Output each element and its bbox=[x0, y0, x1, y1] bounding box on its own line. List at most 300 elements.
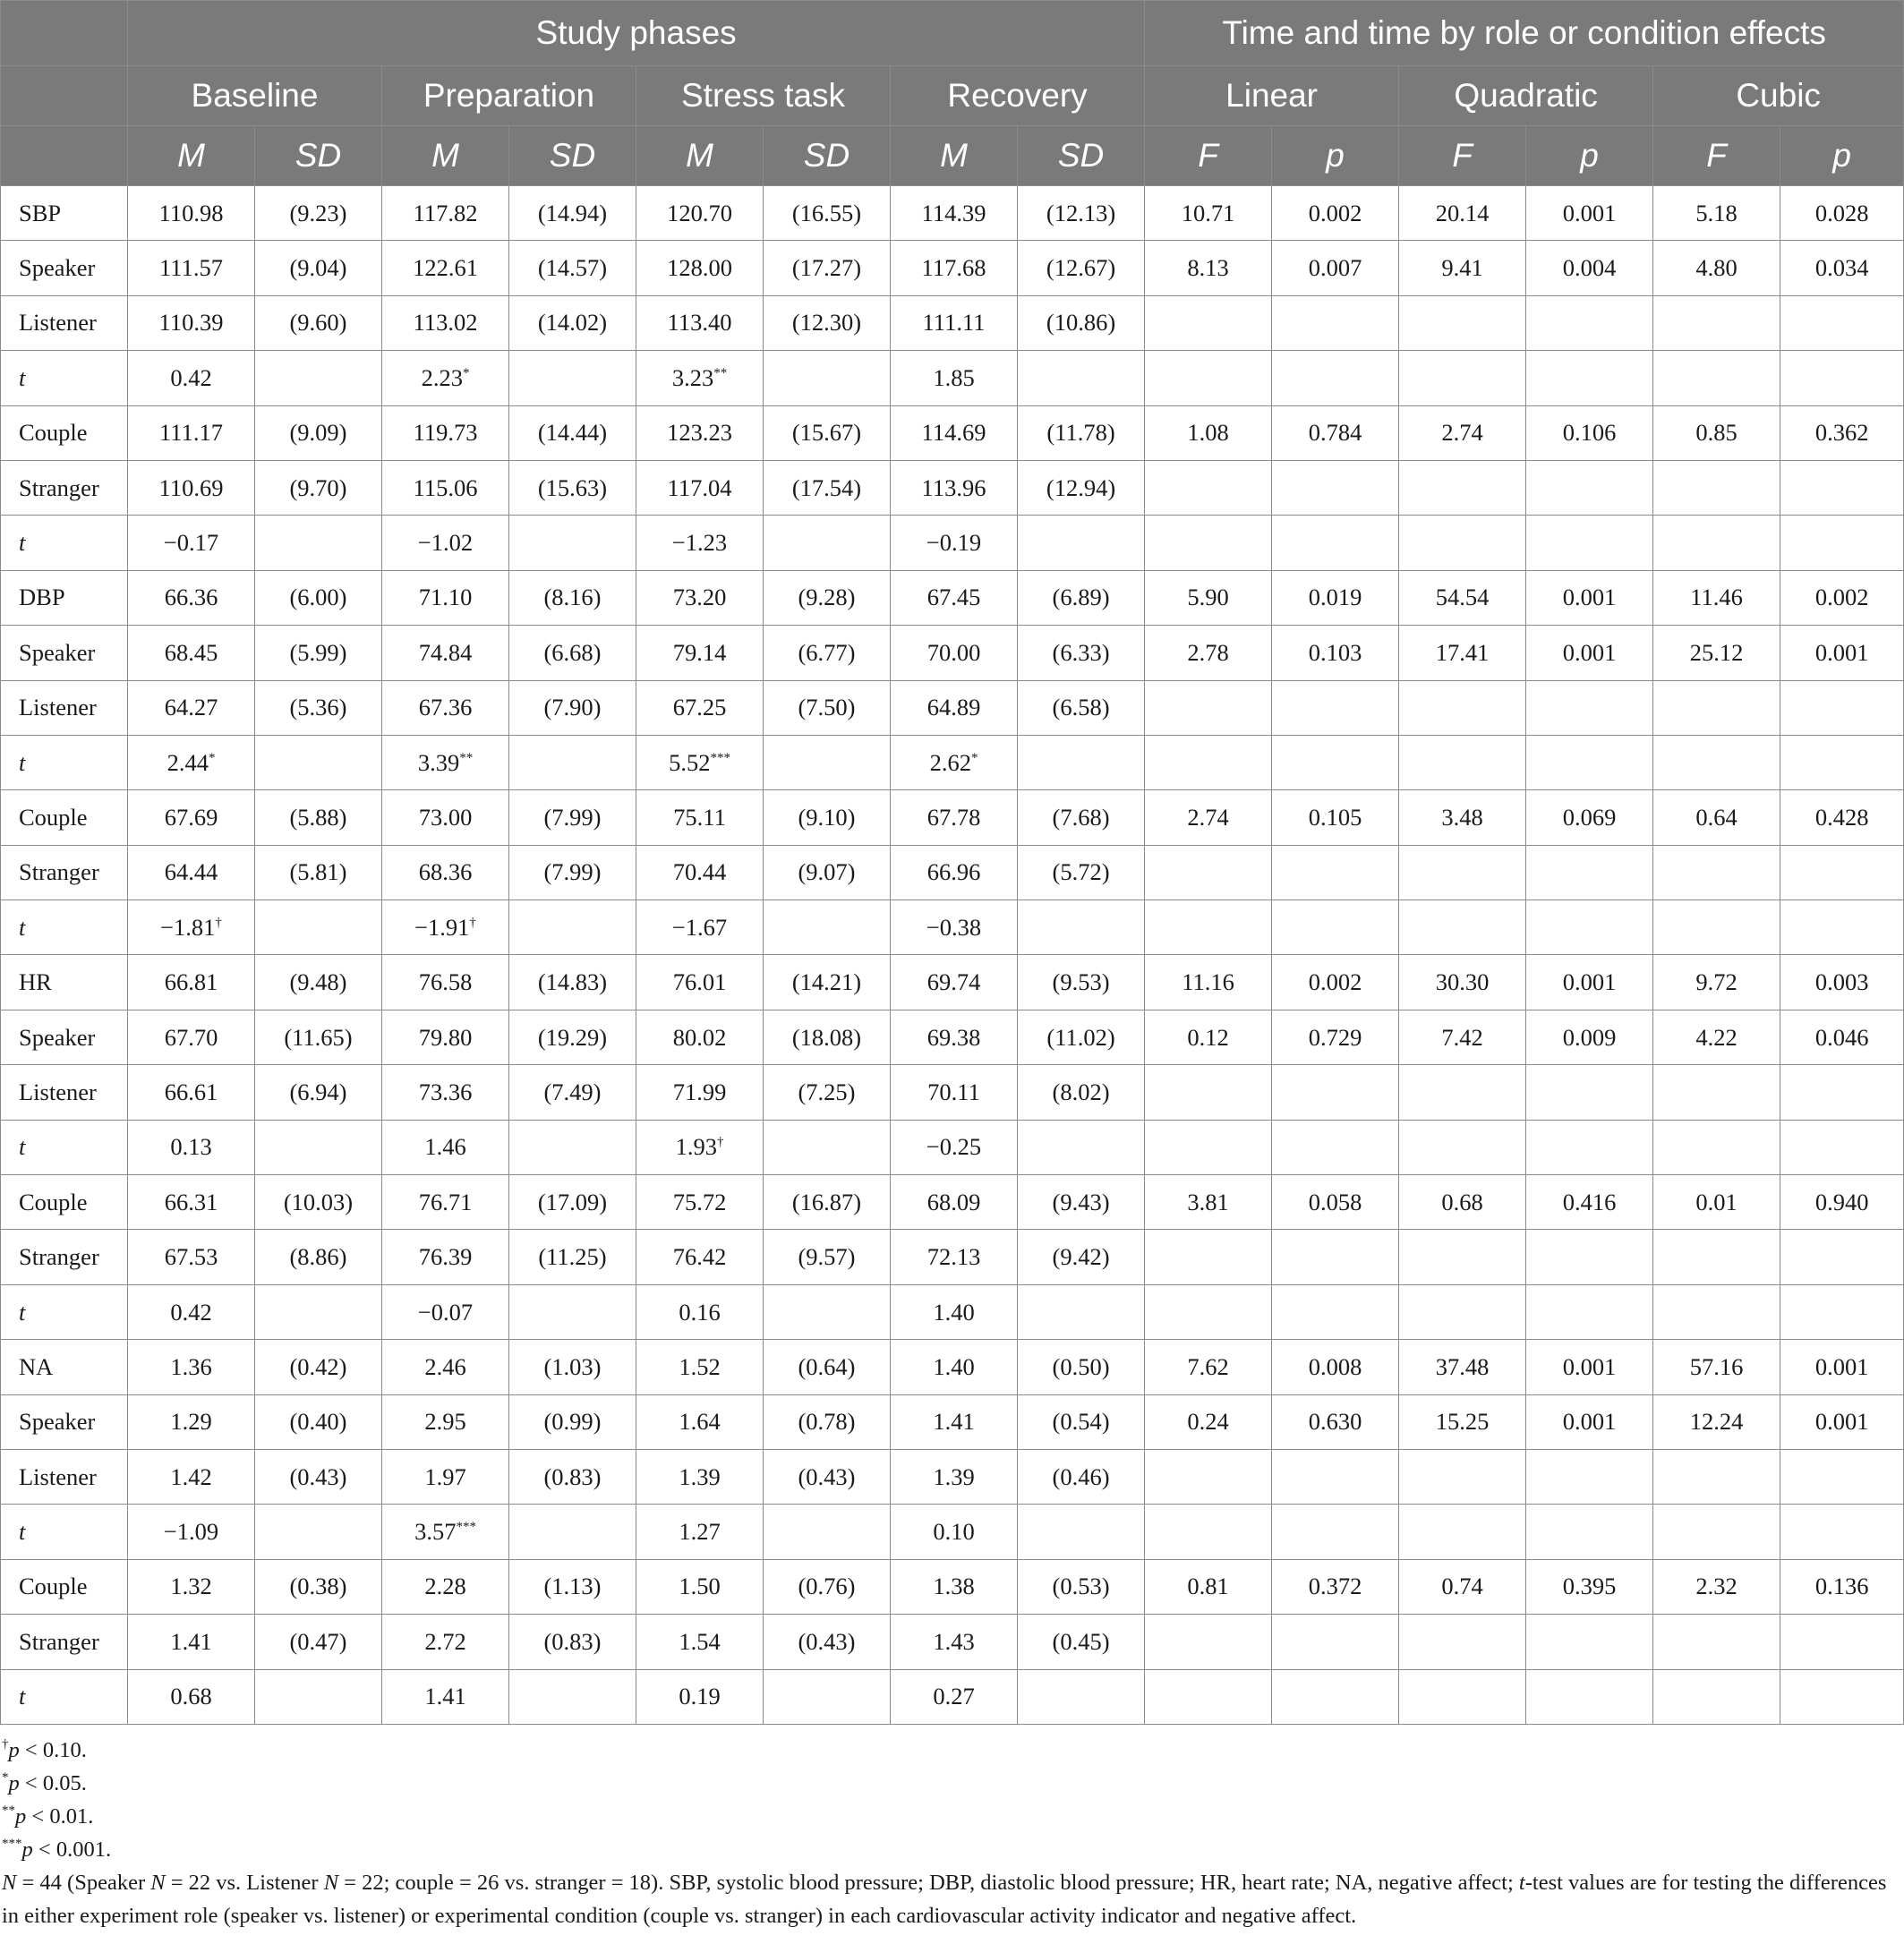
table-cell: 15.25 bbox=[1399, 1394, 1526, 1449]
table-cell bbox=[1018, 1284, 1145, 1339]
table-cell: 1.08 bbox=[1145, 405, 1272, 460]
row-label: HR bbox=[1, 955, 128, 1010]
row-label: Speaker bbox=[1, 1394, 128, 1449]
table-cell bbox=[1272, 516, 1399, 570]
table-cell: 0.24 bbox=[1145, 1394, 1272, 1449]
table-cell bbox=[1399, 516, 1526, 570]
table-cell bbox=[1272, 1505, 1399, 1559]
table-cell: (9.70) bbox=[255, 460, 382, 515]
table-cell: 1.39 bbox=[891, 1449, 1018, 1504]
table-cell bbox=[1780, 295, 1904, 350]
table-cell: 1.41 bbox=[128, 1615, 255, 1669]
table-cell: 114.69 bbox=[891, 405, 1018, 460]
table-cell: (0.53) bbox=[1018, 1559, 1145, 1614]
header-sd: SD bbox=[255, 126, 382, 186]
row-label: Couple bbox=[1, 790, 128, 845]
table-cell bbox=[1145, 735, 1272, 789]
table-cell: 0.01 bbox=[1653, 1175, 1780, 1230]
table-cell: 0.058 bbox=[1272, 1175, 1399, 1230]
table-cell bbox=[1272, 1449, 1399, 1504]
table-cell bbox=[1526, 460, 1653, 515]
table-row bbox=[1, 626, 1904, 680]
table-cell bbox=[1780, 900, 1904, 955]
table-cell bbox=[1018, 735, 1145, 789]
header-f: F bbox=[1399, 126, 1526, 186]
table-cell: (9.09) bbox=[255, 405, 382, 460]
header-p: p bbox=[1526, 126, 1653, 186]
significance-marker: ** bbox=[713, 365, 728, 380]
table-cell: (12.30) bbox=[764, 295, 891, 350]
table-cell bbox=[1780, 1669, 1904, 1724]
table-cell: 3.57*** bbox=[382, 1505, 509, 1559]
table-cell bbox=[1526, 1505, 1653, 1559]
row-label: t bbox=[1, 1120, 128, 1174]
table-cell bbox=[1526, 295, 1653, 350]
table-cell: 66.31 bbox=[128, 1175, 255, 1230]
table-cell: (0.64) bbox=[764, 1340, 891, 1394]
table-cell: 0.428 bbox=[1780, 790, 1904, 845]
table-cell bbox=[509, 900, 636, 955]
table-row bbox=[1, 351, 1904, 405]
table-cell bbox=[764, 351, 891, 405]
significance-marker: * bbox=[970, 750, 978, 765]
table-cell bbox=[1653, 1065, 1780, 1120]
table-cell: 0.362 bbox=[1780, 405, 1904, 460]
table-cell bbox=[1526, 516, 1653, 570]
table-cell: 5.52*** bbox=[636, 735, 764, 789]
table-cell: 0.64 bbox=[1653, 790, 1780, 845]
table-row bbox=[1, 460, 1904, 515]
table-cell bbox=[1526, 351, 1653, 405]
table-cell bbox=[1145, 351, 1272, 405]
table-cell: 9.72 bbox=[1653, 955, 1780, 1010]
table-cell: (8.02) bbox=[1018, 1065, 1145, 1120]
table-cell bbox=[1272, 1669, 1399, 1724]
table-cell: 66.61 bbox=[128, 1065, 255, 1120]
table-cell bbox=[1780, 1065, 1904, 1120]
table-cell bbox=[764, 1284, 891, 1339]
table-cell: (9.42) bbox=[1018, 1230, 1145, 1284]
table-cell bbox=[1018, 900, 1145, 955]
table-cell: (14.83) bbox=[509, 955, 636, 1010]
table-cell: 76.39 bbox=[382, 1230, 509, 1284]
table-cell: 0.784 bbox=[1272, 405, 1399, 460]
table-cell bbox=[1272, 900, 1399, 955]
table-cell bbox=[1399, 680, 1526, 735]
table-cell bbox=[1526, 1284, 1653, 1339]
table-cell: 11.46 bbox=[1653, 570, 1780, 625]
table-cell bbox=[1526, 1449, 1653, 1504]
table-cell: (0.43) bbox=[764, 1615, 891, 1669]
table-cell: 25.12 bbox=[1653, 626, 1780, 680]
table-cell: 122.61 bbox=[382, 241, 509, 295]
table-cell bbox=[1653, 735, 1780, 789]
table-cell: 0.004 bbox=[1526, 241, 1653, 295]
table-cell: 0.68 bbox=[1399, 1175, 1526, 1230]
significance-marker: *** bbox=[710, 750, 730, 765]
header-phase-baseline: Baseline bbox=[128, 66, 382, 126]
table-row bbox=[1, 1615, 1904, 1669]
header-m: M bbox=[636, 126, 764, 186]
table-cell: 0.729 bbox=[1272, 1010, 1399, 1064]
table-cell bbox=[1145, 460, 1272, 515]
table-cell: (12.13) bbox=[1018, 186, 1145, 241]
table-cell: 111.17 bbox=[128, 405, 255, 460]
table-cell bbox=[1780, 1615, 1904, 1669]
table-cell: −1.81† bbox=[128, 900, 255, 955]
table-cell: (11.78) bbox=[1018, 405, 1145, 460]
table-row bbox=[1, 1669, 1904, 1724]
table-cell: (19.29) bbox=[509, 1010, 636, 1064]
table-cell: 75.72 bbox=[636, 1175, 764, 1230]
table-cell: 0.046 bbox=[1780, 1010, 1904, 1064]
table-cell: 1.32 bbox=[128, 1559, 255, 1614]
table-cell: 1.46 bbox=[382, 1120, 509, 1174]
table-cell: 72.13 bbox=[891, 1230, 1018, 1284]
table-cell: 7.42 bbox=[1399, 1010, 1526, 1064]
table-cell bbox=[1272, 460, 1399, 515]
table-cell bbox=[255, 1669, 382, 1724]
table-cell bbox=[1399, 845, 1526, 900]
table-cell bbox=[1780, 735, 1904, 789]
table-cell: 1.54 bbox=[636, 1615, 764, 1669]
row-label: t bbox=[1, 900, 128, 955]
table-cell: 0.001 bbox=[1526, 1394, 1653, 1449]
table-cell: (7.68) bbox=[1018, 790, 1145, 845]
table-cell: (0.83) bbox=[509, 1449, 636, 1504]
table-cell bbox=[1145, 1284, 1272, 1339]
table-cell bbox=[1272, 1120, 1399, 1174]
table-row bbox=[1, 1175, 1904, 1230]
table-row bbox=[1, 405, 1904, 460]
table-cell: 111.57 bbox=[128, 241, 255, 295]
table-cell bbox=[1145, 845, 1272, 900]
table-cell bbox=[1018, 1669, 1145, 1724]
table-cell: (9.60) bbox=[255, 295, 382, 350]
table-cell: 80.02 bbox=[636, 1010, 764, 1064]
table-cell bbox=[1145, 1230, 1272, 1284]
table-cell bbox=[764, 1669, 891, 1724]
table-cell: 75.11 bbox=[636, 790, 764, 845]
table-cell bbox=[1399, 735, 1526, 789]
table-cell: (8.16) bbox=[509, 570, 636, 625]
table-cell bbox=[1145, 1615, 1272, 1669]
table-cell: 2.74 bbox=[1399, 405, 1526, 460]
table-cell: 0.27 bbox=[891, 1669, 1018, 1724]
significance-marker: † bbox=[716, 1135, 724, 1150]
table-cell: 2.23* bbox=[382, 351, 509, 405]
table-cell: 68.09 bbox=[891, 1175, 1018, 1230]
table-cell bbox=[1399, 1449, 1526, 1504]
table-cell: (6.89) bbox=[1018, 570, 1145, 625]
header-effects: Time and time by role or condition effects bbox=[1145, 1, 1904, 66]
header-m: M bbox=[382, 126, 509, 186]
row-label: Listener bbox=[1, 295, 128, 350]
table-cell: 0.940 bbox=[1780, 1175, 1904, 1230]
table-cell: (14.02) bbox=[509, 295, 636, 350]
table-cell: (6.33) bbox=[1018, 626, 1145, 680]
table-cell: (9.04) bbox=[255, 241, 382, 295]
table-cell bbox=[1780, 845, 1904, 900]
table-cell: (0.54) bbox=[1018, 1394, 1145, 1449]
table-cell: 0.001 bbox=[1780, 1340, 1904, 1394]
row-label: t bbox=[1, 1284, 128, 1339]
table-cell: 0.001 bbox=[1780, 626, 1904, 680]
table-cell: 68.45 bbox=[128, 626, 255, 680]
table-header bbox=[1, 1, 1904, 186]
table-cell: 0.001 bbox=[1780, 1394, 1904, 1449]
table-row bbox=[1, 1505, 1904, 1559]
table-cell: (7.49) bbox=[509, 1065, 636, 1120]
table-cell: 0.74 bbox=[1399, 1559, 1526, 1614]
header-corner bbox=[1, 1, 128, 66]
table-cell: 70.00 bbox=[891, 626, 1018, 680]
table-cell: 69.74 bbox=[891, 955, 1018, 1010]
table-cell: (16.87) bbox=[764, 1175, 891, 1230]
table-cell: (9.28) bbox=[764, 570, 891, 625]
table-cell: 113.40 bbox=[636, 295, 764, 350]
table-cell: 2.78 bbox=[1145, 626, 1272, 680]
table-cell bbox=[1272, 1615, 1399, 1669]
table-cell: (0.42) bbox=[255, 1340, 382, 1394]
note-p05: *p < 0.05. bbox=[2, 1769, 87, 1795]
table-cell: 119.73 bbox=[382, 405, 509, 460]
table-cell bbox=[1526, 1669, 1653, 1724]
table-cell: 5.90 bbox=[1145, 570, 1272, 625]
table-cell bbox=[255, 1505, 382, 1559]
table-cell: (6.94) bbox=[255, 1065, 382, 1120]
header-sd: SD bbox=[509, 126, 636, 186]
table-cell bbox=[1780, 1505, 1904, 1559]
table-cell: (0.47) bbox=[255, 1615, 382, 1669]
table-cell: 1.29 bbox=[128, 1394, 255, 1449]
table-cell: 0.372 bbox=[1272, 1559, 1399, 1614]
table-notes bbox=[0, 1725, 1904, 1932]
table-cell: 0.002 bbox=[1780, 570, 1904, 625]
row-label: Listener bbox=[1, 1065, 128, 1120]
table-cell bbox=[509, 1284, 636, 1339]
table-cell bbox=[1653, 1120, 1780, 1174]
table-cell bbox=[1399, 1669, 1526, 1724]
table-cell: (17.54) bbox=[764, 460, 891, 515]
row-label: DBP bbox=[1, 570, 128, 625]
table-cell: 1.40 bbox=[891, 1284, 1018, 1339]
table-cell: 117.82 bbox=[382, 186, 509, 241]
table-cell: 0.003 bbox=[1780, 955, 1904, 1010]
table-cell: (9.07) bbox=[764, 845, 891, 900]
header-sd: SD bbox=[1018, 126, 1145, 186]
row-label: Listener bbox=[1, 1449, 128, 1504]
table-cell: 12.24 bbox=[1653, 1394, 1780, 1449]
table-cell: (7.99) bbox=[509, 845, 636, 900]
table-cell bbox=[1272, 351, 1399, 405]
table-cell: 0.069 bbox=[1526, 790, 1653, 845]
table-cell: 66.96 bbox=[891, 845, 1018, 900]
table-cell: 0.136 bbox=[1780, 1559, 1904, 1614]
table-cell: 1.97 bbox=[382, 1449, 509, 1504]
table-cell bbox=[1780, 1230, 1904, 1284]
table-cell: 120.70 bbox=[636, 186, 764, 241]
table-cell: 1.50 bbox=[636, 1559, 764, 1614]
header-phase-preparation: Preparation bbox=[382, 66, 636, 126]
table-cell: 1.42 bbox=[128, 1449, 255, 1504]
table-cell: 0.002 bbox=[1272, 955, 1399, 1010]
table-cell: (6.00) bbox=[255, 570, 382, 625]
table-cell bbox=[1399, 460, 1526, 515]
table-cell: 0.16 bbox=[636, 1284, 764, 1339]
table-cell bbox=[1526, 1230, 1653, 1284]
header-effect-linear: Linear bbox=[1145, 66, 1399, 126]
table-cell: 0.001 bbox=[1526, 186, 1653, 241]
table-cell: 0.19 bbox=[636, 1669, 764, 1724]
table-cell: (10.03) bbox=[255, 1175, 382, 1230]
table-cell bbox=[1526, 680, 1653, 735]
table-cell bbox=[509, 1505, 636, 1559]
table-cell: (15.67) bbox=[764, 405, 891, 460]
row-label: SBP bbox=[1, 186, 128, 241]
table-cell: 0.13 bbox=[128, 1120, 255, 1174]
table-cell bbox=[764, 1120, 891, 1174]
table-cell: 1.64 bbox=[636, 1394, 764, 1449]
table-cell: 111.11 bbox=[891, 295, 1018, 350]
table-cell: 115.06 bbox=[382, 460, 509, 515]
table-cell bbox=[1399, 1120, 1526, 1174]
header-phase-stress-task: Stress task bbox=[636, 66, 891, 126]
header-p: p bbox=[1272, 126, 1399, 186]
table-cell: (15.63) bbox=[509, 460, 636, 515]
table-cell: (0.43) bbox=[255, 1449, 382, 1504]
table-cell: 0.105 bbox=[1272, 790, 1399, 845]
table-cell: 67.53 bbox=[128, 1230, 255, 1284]
table-cell bbox=[1272, 1284, 1399, 1339]
table-cell bbox=[1145, 900, 1272, 955]
table-cell bbox=[1653, 1230, 1780, 1284]
table-cell: −0.25 bbox=[891, 1120, 1018, 1174]
table-cell: 0.10 bbox=[891, 1505, 1018, 1559]
row-label: Speaker bbox=[1, 1010, 128, 1064]
table-cell bbox=[1653, 1505, 1780, 1559]
table-cell bbox=[764, 900, 891, 955]
table-cell bbox=[1526, 845, 1653, 900]
table-cell: (0.40) bbox=[255, 1394, 382, 1449]
table-cell: (18.08) bbox=[764, 1010, 891, 1064]
table-cell: 0.630 bbox=[1272, 1394, 1399, 1449]
note-p01: **p < 0.01. bbox=[2, 1803, 94, 1829]
table-cell: (0.83) bbox=[509, 1615, 636, 1669]
table-cell: 2.32 bbox=[1653, 1559, 1780, 1614]
table-row bbox=[1, 295, 1904, 350]
table-row bbox=[1, 845, 1904, 900]
significance-marker: † bbox=[215, 915, 222, 930]
table-cell bbox=[255, 1284, 382, 1339]
table-cell bbox=[1653, 900, 1780, 955]
table-cell: 0.019 bbox=[1272, 570, 1399, 625]
table-row bbox=[1, 516, 1904, 570]
table-cell: 73.36 bbox=[382, 1065, 509, 1120]
header-f: F bbox=[1653, 126, 1780, 186]
table-cell: (5.81) bbox=[255, 845, 382, 900]
table-cell: 1.93† bbox=[636, 1120, 764, 1174]
table-row bbox=[1, 1284, 1904, 1339]
table-cell: (7.90) bbox=[509, 680, 636, 735]
header-sd: SD bbox=[764, 126, 891, 186]
table-cell bbox=[509, 1120, 636, 1174]
table-cell: −1.91† bbox=[382, 900, 509, 955]
table-cell: (0.78) bbox=[764, 1394, 891, 1449]
table-cell: 113.02 bbox=[382, 295, 509, 350]
table-cell: 8.13 bbox=[1145, 241, 1272, 295]
table-cell: 1.41 bbox=[382, 1669, 509, 1724]
table-cell: 76.58 bbox=[382, 955, 509, 1010]
table-row bbox=[1, 955, 1904, 1010]
table-row bbox=[1, 241, 1904, 295]
table-cell bbox=[1272, 1065, 1399, 1120]
table-cell: (5.88) bbox=[255, 790, 382, 845]
table-row bbox=[1, 1449, 1904, 1504]
table-cell: 5.18 bbox=[1653, 186, 1780, 241]
table-cell: 54.54 bbox=[1399, 570, 1526, 625]
table-cell: 67.36 bbox=[382, 680, 509, 735]
table-cell: 117.04 bbox=[636, 460, 764, 515]
table-cell bbox=[1399, 1065, 1526, 1120]
table-cell: (6.68) bbox=[509, 626, 636, 680]
table-cell: 0.009 bbox=[1526, 1010, 1653, 1064]
table-cell: 4.22 bbox=[1653, 1010, 1780, 1064]
table-cell: (9.57) bbox=[764, 1230, 891, 1284]
table-cell bbox=[1018, 1505, 1145, 1559]
row-label: t bbox=[1, 351, 128, 405]
table-cell: (6.77) bbox=[764, 626, 891, 680]
table-cell: −1.02 bbox=[382, 516, 509, 570]
table-cell: 3.81 bbox=[1145, 1175, 1272, 1230]
table-cell: (1.13) bbox=[509, 1559, 636, 1614]
row-label: Stranger bbox=[1, 1615, 128, 1669]
table-cell: 67.78 bbox=[891, 790, 1018, 845]
table-cell: 4.80 bbox=[1653, 241, 1780, 295]
table-row bbox=[1, 1559, 1904, 1614]
table-cell: 66.81 bbox=[128, 955, 255, 1010]
table-cell: 2.95 bbox=[382, 1394, 509, 1449]
table-cell: 70.44 bbox=[636, 845, 764, 900]
table-cell: 0.68 bbox=[128, 1669, 255, 1724]
table-cell bbox=[1526, 900, 1653, 955]
table-cell: 0.395 bbox=[1526, 1559, 1653, 1614]
table-cell bbox=[1018, 351, 1145, 405]
header-study-phases: Study phases bbox=[128, 1, 1145, 66]
header-corner bbox=[1, 126, 128, 186]
table-cell bbox=[1272, 735, 1399, 789]
table-cell: 0.002 bbox=[1272, 186, 1399, 241]
table-cell: 2.62* bbox=[891, 735, 1018, 789]
table-cell bbox=[1653, 845, 1780, 900]
table-cell: (17.27) bbox=[764, 241, 891, 295]
table-cell: 69.38 bbox=[891, 1010, 1018, 1064]
table-row bbox=[1, 1010, 1904, 1064]
table-cell: 0.42 bbox=[128, 351, 255, 405]
table-cell: (11.02) bbox=[1018, 1010, 1145, 1064]
table-cell: −0.07 bbox=[382, 1284, 509, 1339]
table-cell: 0.81 bbox=[1145, 1559, 1272, 1614]
row-label: Couple bbox=[1, 1559, 128, 1614]
table-cell: (16.55) bbox=[764, 186, 891, 241]
table-cell bbox=[255, 900, 382, 955]
row-label: Speaker bbox=[1, 626, 128, 680]
table-cell: (0.38) bbox=[255, 1559, 382, 1614]
table-cell: (5.72) bbox=[1018, 845, 1145, 900]
row-label: Couple bbox=[1, 405, 128, 460]
table-cell: 113.96 bbox=[891, 460, 1018, 515]
table-cell: 0.12 bbox=[1145, 1010, 1272, 1064]
